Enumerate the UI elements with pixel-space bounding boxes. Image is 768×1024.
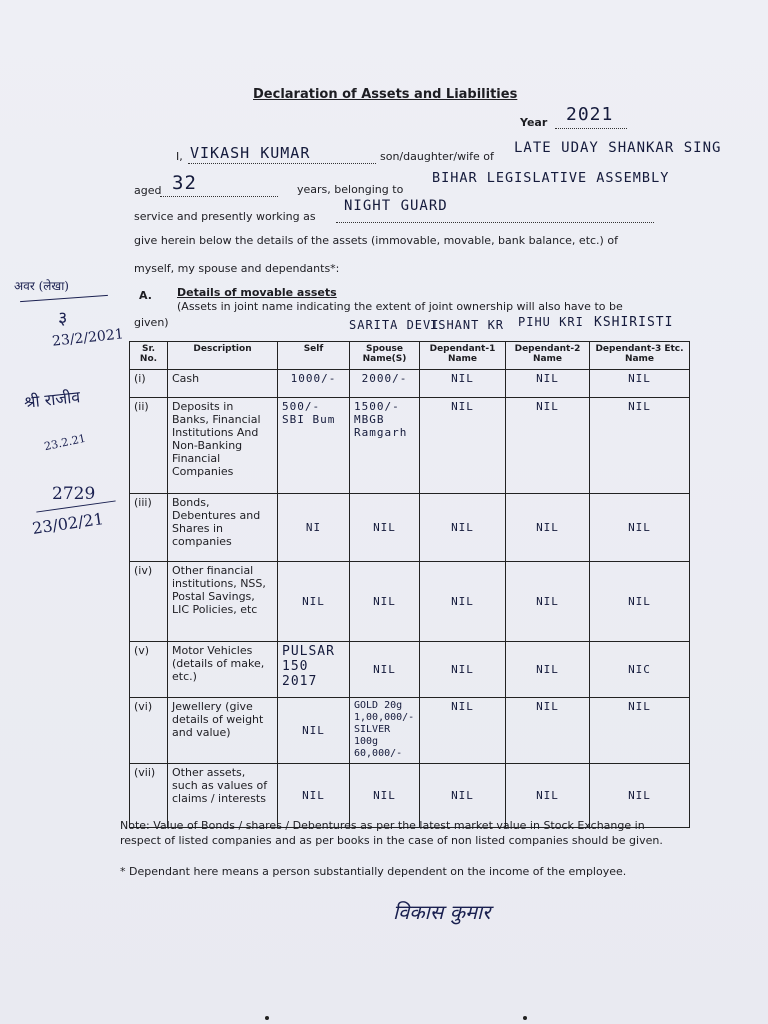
- table-row: [130, 494, 690, 562]
- row-sr: (i): [130, 370, 168, 398]
- row-dependant3: NIL: [590, 698, 690, 764]
- movable-assets-table: [129, 341, 690, 828]
- row-self: NIL: [278, 698, 350, 764]
- row-dependant2: NIL: [506, 698, 590, 764]
- row-dependant3: NIL: [590, 494, 690, 562]
- row-self: NI: [278, 494, 350, 562]
- margin-note-1-date: 23/2/2021: [51, 326, 125, 350]
- margin-note-2: श्री राजीव: [23, 387, 82, 412]
- dependant2-name: PIHU KRI: [518, 315, 584, 329]
- header-sr: Sr. No.: [130, 342, 168, 370]
- header-dependant2: Dependant-2 Name: [506, 342, 590, 370]
- row-dependant3: NIL: [590, 562, 690, 642]
- row-sr: (iv): [130, 562, 168, 642]
- dependant1-name: ISHANT KR: [430, 318, 505, 332]
- declarant-name: VIKASH KUMAR: [190, 144, 311, 162]
- margin-note-3-date: 23/02/21: [31, 509, 105, 538]
- row-sr: (ii): [130, 398, 168, 494]
- row-dependant2: NIL: [506, 370, 590, 398]
- row-description: Cash: [168, 370, 278, 398]
- header-self: Self: [278, 342, 350, 370]
- dependant3-name: KSHIRISTI: [594, 315, 674, 330]
- relation-label: son/daughter/wife of: [380, 150, 494, 163]
- row-spouse: NIL: [350, 642, 420, 698]
- declaration-prefix: I,: [176, 150, 183, 163]
- row-description: Deposits in Banks, Financial Institutions And Non-Banking Financial Companies: [168, 398, 278, 494]
- section-letter: A.: [139, 289, 152, 302]
- row-dependant1: NIL: [420, 642, 506, 698]
- row-self: NIL: [278, 764, 350, 828]
- row-self: 500/- SBI Bum: [278, 398, 350, 494]
- header-dependant3: Dependant-3 Etc. Name: [590, 342, 690, 370]
- aged-label: aged: [134, 184, 162, 197]
- declaration-line4: give herein below the details of the assets (immovable, movable, bank balance, etc.) of: [134, 234, 618, 247]
- row-description: Motor Vehicles (details of make, etc.): [168, 642, 278, 698]
- row-dependant1: NIL: [420, 494, 506, 562]
- row-spouse: NIL: [350, 494, 420, 562]
- row-dependant3: NIL: [590, 370, 690, 398]
- row-dependant2: NIL: [506, 642, 590, 698]
- designation: NIGHT GUARD: [344, 198, 448, 214]
- row-description: Jewellery (give details of weight and value): [168, 698, 278, 764]
- age-value: 32: [172, 172, 197, 194]
- table-row: [130, 698, 690, 764]
- section-note-line1: (Assets in joint name indicating the extent of joint ownership will also have to be: [177, 300, 623, 313]
- row-self: 1000/-: [278, 370, 350, 398]
- margin-note-1-number: ३: [58, 308, 68, 329]
- signature: विकास कुमार: [393, 900, 491, 924]
- section-heading: Details of movable assets: [177, 286, 337, 299]
- row-dependant1: NIL: [420, 562, 506, 642]
- row-spouse: 2000/-: [350, 370, 420, 398]
- table-row: [130, 370, 690, 398]
- section-note-line2: given): [134, 316, 169, 329]
- declaration-line5: myself, my spouse and dependants*:: [134, 262, 340, 275]
- row-description: Bonds, Debentures and Shares in companies: [168, 494, 278, 562]
- row-dependant2: NIL: [506, 494, 590, 562]
- row-spouse: NIL: [350, 562, 420, 642]
- age-dots: [160, 196, 278, 197]
- row-dependant2: NIL: [506, 764, 590, 828]
- row-dependant1: NIL: [420, 370, 506, 398]
- row-sr: (vii): [130, 764, 168, 828]
- name-dots: [188, 163, 376, 164]
- row-self: PULSAR 150 2017: [278, 642, 350, 698]
- row-dependant2: NIL: [506, 398, 590, 494]
- row-dependant1: NIL: [420, 764, 506, 828]
- document-title: Declaration of Assets and Liabilities: [253, 87, 518, 102]
- scan-mark: [523, 1016, 527, 1020]
- valuation-note: Note: Value of Bonds / shares / Debentures as per the latest market value in Stock Exchange in respect of listed companies and as per books in the case of non listed companies should be given.: [120, 819, 663, 847]
- header-dependant1: Dependant-1 Name: [420, 342, 506, 370]
- row-self: NIL: [278, 562, 350, 642]
- row-dependant3: NIL: [590, 764, 690, 828]
- father-name: LATE UDAY SHANKAR SING: [514, 140, 722, 156]
- year-value: 2021: [566, 104, 614, 125]
- margin-underline-1: [20, 295, 108, 302]
- row-dependant1: NIL: [420, 698, 506, 764]
- row-spouse: GOLD 20g 1,00,000/- SILVER 100g 60,000/-: [350, 698, 420, 764]
- row-dependant1: NIL: [420, 398, 506, 494]
- spouse-name: SARITA DEVI: [349, 318, 440, 332]
- table-row: [130, 642, 690, 698]
- table-row: [130, 562, 690, 642]
- table-row: [130, 398, 690, 494]
- row-sr: (iii): [130, 494, 168, 562]
- row-description: Other financial institutions, NSS, Postal Savings, LIC Policies, etc: [168, 562, 278, 642]
- row-spouse: 1500/- MBGB Ramgarh: [350, 398, 420, 494]
- header-description: Description: [168, 342, 278, 370]
- row-sr: (v): [130, 642, 168, 698]
- scan-mark: [265, 1016, 269, 1020]
- years-label: years, belonging to: [297, 183, 404, 196]
- year-dots: [555, 128, 627, 129]
- margin-note-2-date: 23.2.21: [43, 431, 87, 454]
- designation-dots: [336, 222, 654, 223]
- row-dependant2: NIL: [506, 562, 590, 642]
- row-dependant3: NIL: [590, 398, 690, 494]
- margin-note-1: अवर (लेखा): [14, 279, 69, 293]
- margin-note-3-number: 2729: [52, 484, 96, 504]
- row-sr: (vi): [130, 698, 168, 764]
- row-dependant3: NIC: [590, 642, 690, 698]
- service-label: service and presently working as: [134, 210, 316, 223]
- row-description: Other assets, such as values of claims / interests: [168, 764, 278, 828]
- belonging-to: BIHAR LEGISLATIVE ASSEMBLY: [432, 170, 670, 186]
- header-spouse: Spouse Name(S): [350, 342, 420, 370]
- year-label: Year: [520, 116, 548, 129]
- dependant-note: * Dependant here means a person substantially dependent on the income of the employee.: [120, 865, 627, 878]
- row-spouse: NIL: [350, 764, 420, 828]
